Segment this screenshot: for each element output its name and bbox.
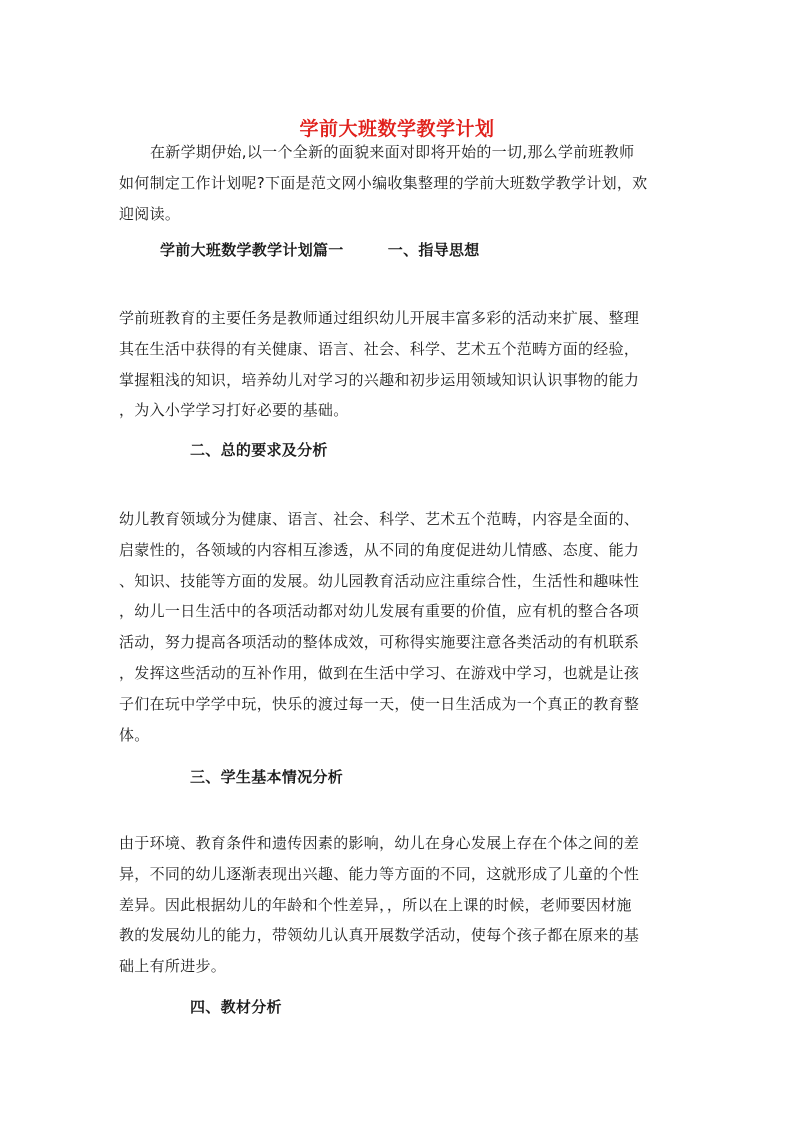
paragraph-line: 其在生活中获得的有关健康、语言、社会、科学、艺术五个范畴方面的经验， bbox=[119, 339, 640, 358]
paragraph-line: 子们在玩中学学中玩，快乐的渡过每一天，使一日生活成为一个真正的教育整 bbox=[119, 694, 640, 713]
paragraph-line: ，幼儿一日生活中的各项活动都对幼儿发展有重要的价值，应有机的整合各项 bbox=[119, 602, 640, 621]
section-heading-2: 二、总的要求及分析 bbox=[190, 441, 328, 459]
intro-line: 如何制定工作计划呢?下面是范文网小编收集整理的学前大班数学教学计划，欢 bbox=[119, 173, 648, 192]
intro-text bbox=[119, 137, 675, 229]
paragraph-line: 异，不同的幼儿逐渐表现出兴趣、能力等方面的不同，这就形成了儿童的个性 bbox=[119, 864, 640, 883]
section-2-paragraph bbox=[119, 504, 675, 750]
intro-line: 在新学期伊始,以一个全新的面貌来面对即将开始的一切,那么学前班教师 bbox=[150, 143, 635, 161]
paragraph-line: 启蒙性的，各领域的内容相互渗透，从不同的角度促进幼儿情感、态度、能力 bbox=[119, 540, 640, 559]
section-heading-3: 三、学生基本情况分析 bbox=[190, 768, 344, 786]
paragraph-line: 差异。因此根据幼儿的年龄和个性差异，，所以在上课的时候，老师要因材施 bbox=[119, 895, 632, 914]
section-3-paragraph bbox=[119, 828, 675, 982]
paragraph-line: 础上有所进步。 bbox=[119, 957, 227, 976]
section-heading-4: 四、教材分析 bbox=[190, 998, 282, 1016]
paragraph-line: 教的发展幼儿的能力，带领幼儿认真开展数学活动，使每个孩子都在原来的基 bbox=[119, 926, 640, 945]
paragraph-line: 体。 bbox=[119, 725, 150, 744]
intro-line: 迎阅读。 bbox=[119, 204, 181, 223]
paragraph-line: ，发挥这些活动的互补作用，做到在生活中学习、在游戏中学习，也就是让孩 bbox=[119, 663, 640, 682]
intro-paragraph bbox=[119, 137, 675, 229]
paragraph-line: 活动，努力提高各项活动的整体成效，可称得实施要注意各类活动的有机联系 bbox=[119, 633, 640, 652]
paragraph-line: ，为入小学学习打好必要的基础。 bbox=[119, 401, 349, 420]
section-1-paragraph bbox=[119, 303, 675, 426]
paragraph-line: 掌握粗浅的知识，培养幼儿对学习的兴趣和初步运用领域知识认识事物的能力 bbox=[119, 370, 640, 389]
paragraph-line: 幼儿教育领域分为健康、语言、社会、科学、艺术五个范畴，内容是全面的、 bbox=[119, 510, 640, 528]
paragraph-line: 由于环境、教育条件和遗传因素的影响，幼儿在身心发展上存在个体之间的差 bbox=[119, 834, 640, 852]
paragraph-line: 学前班教育的主要任务是教师通过组织幼儿开展丰富多彩的活动来扩展、整理 bbox=[119, 309, 640, 327]
paragraph-line: 、知识、技能等方面的发展。幼儿园教育活动应注重综合性，生活性和趣味性 bbox=[119, 571, 640, 590]
section-heading-1: 学前大班数学教学计划篇一 一、指导思想 bbox=[160, 241, 480, 259]
document-title: 学前大班数学教学计划 bbox=[299, 117, 495, 140]
